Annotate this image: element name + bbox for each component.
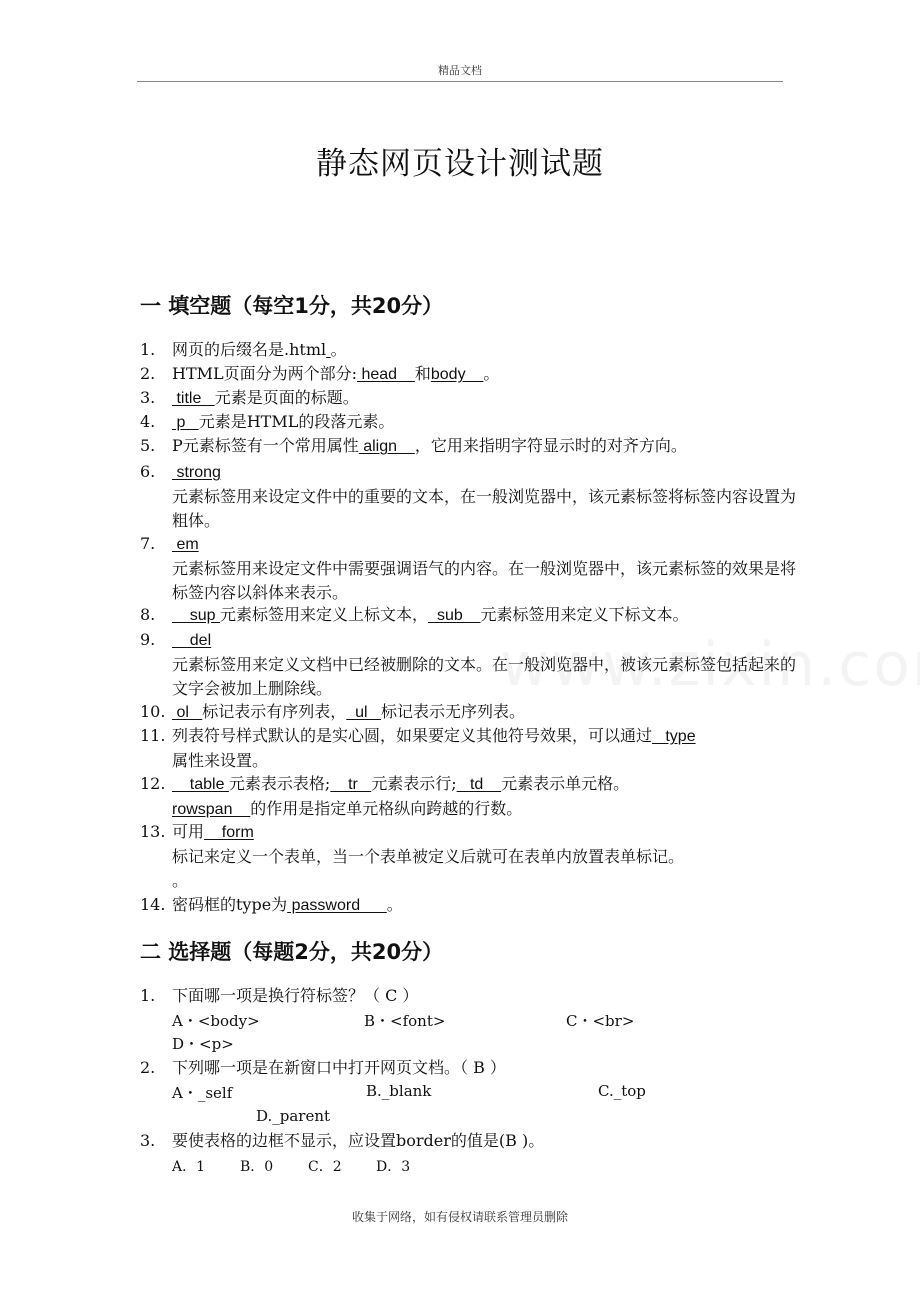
question-text: ，它用来指明字符显示时的对齐方向。	[414, 436, 687, 455]
question-stem: 下列哪一项是在新窗口中打开网页文档。（ B ）	[172, 1058, 506, 1077]
page-header: 精品文档	[137, 62, 783, 82]
question-number: 11.	[140, 726, 166, 745]
question-text: 和	[414, 364, 431, 383]
question-text: 可用	[172, 822, 205, 841]
answer-blank: type	[652, 728, 696, 745]
answer-blank: tr	[330, 776, 372, 793]
question-text: 元素标签用来设定文件中的重要的文本，在一般浏览器中，该元素标签将标签内容设置为粗体。	[172, 487, 797, 530]
question-text: 列表符号样式默认的是实心圆，如果要定义其他符号效果，可以通过	[172, 726, 653, 745]
question-number: 10.	[140, 702, 166, 721]
question-text: P元素标签有一个常用属性	[172, 436, 359, 455]
answer-blank: form	[204, 824, 254, 841]
question-number: 2.	[140, 364, 156, 383]
question-number: 6.	[140, 462, 156, 481]
question-text: 元素标签用来设定文件中需要强调语气的内容。在一般浏览器中，该元素标签的效果是将标签内容以斜体来表示。	[172, 559, 797, 602]
answer-blank: table	[172, 776, 229, 793]
question-stem: 要使表格的边框不显示，应设置border的值是(B )。	[172, 1131, 545, 1150]
answer-blank: title	[172, 390, 215, 407]
question-text: 元素表示行;	[371, 774, 457, 793]
question-number: 13.	[140, 822, 166, 841]
question-text: 元素是页面的标题。	[214, 388, 359, 407]
question-stem: 下面哪一项是换行符标签？（ C ）	[172, 986, 419, 1005]
answer-blank: sup	[172, 607, 221, 624]
question-text: 标记表示有序列表，	[202, 702, 347, 721]
fill-question-7	[140, 532, 800, 605]
question-text: 的作用是指定单元格纵向跨越的行数。	[250, 799, 523, 818]
option-d: D．3	[376, 1159, 411, 1175]
question-number: 7.	[140, 534, 156, 553]
answer-blank: ul	[346, 704, 381, 721]
answer-blank: rowspan	[172, 801, 251, 818]
choice-question-3	[140, 1129, 800, 1153]
question-number: 4.	[140, 412, 156, 431]
question-number: 1.	[140, 986, 156, 1005]
question-number: 8.	[140, 605, 156, 624]
answer-blank: body	[430, 366, 484, 383]
option-b: B．0	[240, 1159, 274, 1175]
fill-question-8	[140, 603, 800, 628]
watermark	[500, 630, 920, 700]
section-heading-fill-blank: 一 填空题（每空1分，共20分）	[140, 294, 444, 318]
answer-blank: strong	[172, 464, 221, 481]
page-footer: 收集于网络，如有侵权请联系管理员删除	[351, 1210, 568, 1224]
answer-blank: td	[456, 776, 502, 793]
question-number: 3.	[140, 1131, 156, 1150]
question-text: 。	[386, 895, 403, 914]
fill-question-1	[140, 338, 800, 363]
answer-blank: password	[287, 897, 387, 914]
option-a: A・<body>	[172, 1012, 260, 1030]
question-number: 2.	[140, 1058, 156, 1077]
choice-question-2	[140, 1056, 800, 1080]
option-b: B._blank	[366, 1082, 432, 1100]
question-text: 元素标签用来定义上标文本，	[220, 605, 429, 624]
question-number: 14.	[140, 895, 166, 914]
option-d: D・<p>	[172, 1035, 234, 1053]
question-text: 。	[483, 364, 500, 383]
question-text: 属性来设置。	[172, 751, 269, 770]
question-text: 元素标签用来定义下标文本。	[480, 605, 689, 624]
question-text: 元素是HTML的段落元素。	[198, 412, 395, 431]
section-heading-multiple-choice: 二 选择题（每题2分，共20分）	[140, 940, 444, 964]
fill-question-3	[140, 386, 800, 411]
fill-question-10	[140, 700, 800, 725]
fill-question-2	[140, 362, 800, 387]
question-number: 5.	[140, 436, 156, 455]
question-text: 标记来定义一个表单，当一个表单被定义后就可在表单内放置表单标记。	[172, 847, 685, 866]
answer-blank: del	[172, 632, 212, 649]
answer-blank: ol	[172, 704, 203, 721]
fill-question-13	[140, 820, 800, 893]
question-text: 元素标签用来定义文档中已经被删除的文本。在一般浏览器中，被该元素标签包括起来的文字会被加上删除线。	[172, 655, 797, 698]
question-number: 12.	[140, 774, 166, 793]
answer-blank: head	[357, 366, 415, 383]
question-number: 3.	[140, 388, 156, 407]
answer-blank: em	[172, 536, 199, 553]
fill-question-6	[140, 460, 800, 533]
question-number: 9.	[140, 630, 156, 649]
question-text: 网页的后缀名是.html	[172, 340, 327, 359]
question-text: 元素表示单元格。	[501, 774, 630, 793]
question-text: 元素表示表格;	[228, 774, 331, 793]
answer-blank: sub	[428, 607, 481, 624]
option-c: C._top	[598, 1082, 646, 1100]
fill-question-11	[140, 724, 800, 773]
option-a: A・_self	[172, 1084, 233, 1102]
fill-question-12	[140, 772, 800, 822]
answer-blank: align	[358, 438, 415, 455]
answer-blank: p	[172, 414, 199, 431]
question-text: 。	[172, 871, 189, 890]
option-c: C・<br>	[566, 1012, 635, 1030]
fill-question-14	[140, 893, 800, 918]
question-text: 密码框的type为	[172, 895, 288, 914]
question-text: 标记表示无序列表。	[380, 702, 525, 721]
choice-question-1	[140, 984, 800, 1008]
option-c: C．2	[308, 1159, 342, 1175]
question-text: 。	[330, 340, 347, 359]
fill-question-4	[140, 410, 800, 435]
fill-question-5	[140, 434, 800, 459]
option-d: D._parent	[256, 1107, 331, 1125]
option-a: A．1	[172, 1159, 206, 1175]
question-number: 1.	[140, 340, 156, 359]
option-b: B・<font>	[364, 1012, 446, 1030]
document-title: 静态网页设计测试题	[316, 146, 604, 182]
question-text: HTML页面分为两个部分:	[172, 364, 358, 383]
